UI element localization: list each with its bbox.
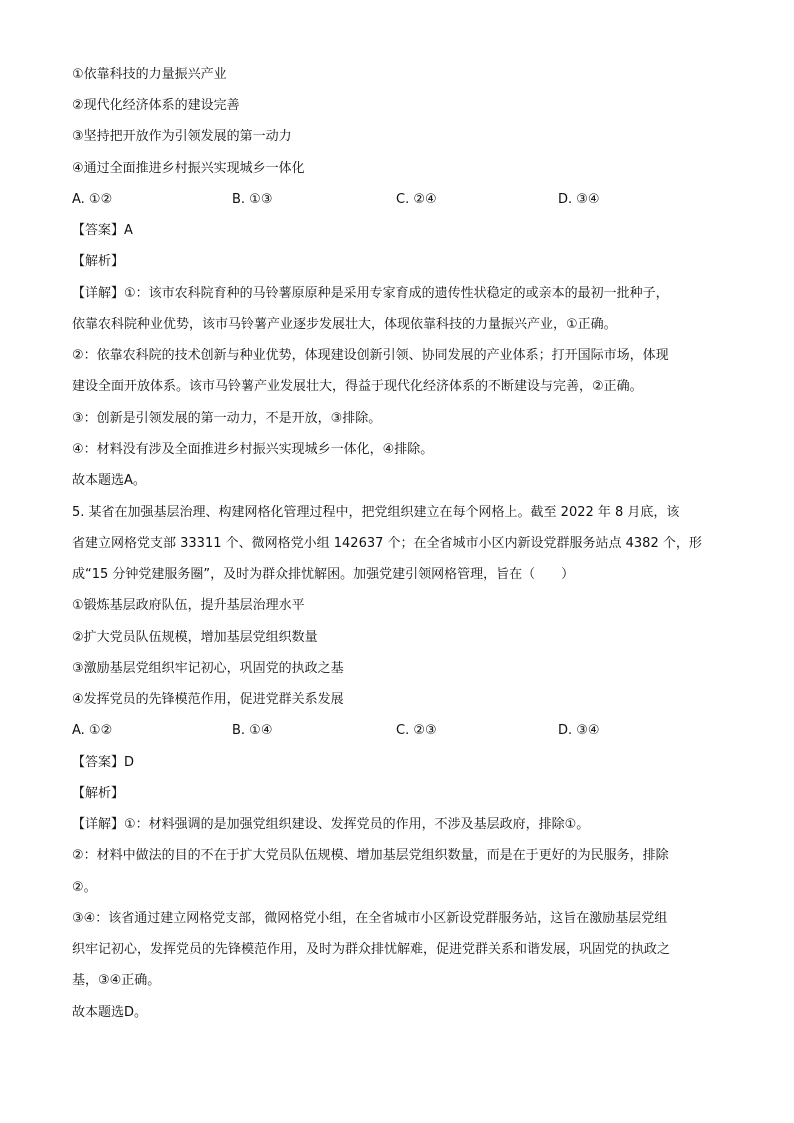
q4-item-3: ③坚持把开放作为引领发展的第一动力 [72, 129, 292, 144]
q5-option-a: A. ①② [72, 723, 113, 738]
q4-detail-line: ③：创新是引领发展的第一动力，不是开放，③排除。 [72, 411, 382, 426]
q4-conclusion: 故本题选A。 [72, 473, 146, 488]
q5-item-2: ②扩大党员队伍规模，增加基层党组织数量 [72, 630, 318, 645]
q5-analysis-label: 【解析】 [72, 786, 125, 801]
q4-analysis-label: 【解析】 [72, 254, 125, 269]
q4-answer: 【答案】A [72, 223, 133, 238]
q5-option-d: D. ③④ [558, 723, 600, 738]
q4-option-d: D. ③④ [558, 192, 600, 207]
q4-item-4: ④通过全面推进乡村振兴实现城乡一体化 [72, 161, 305, 176]
q5-detail-line: ②：材料中做法的目的不在于扩大党员队伍规模、增加基层党组织数量，而是在于更好的为民服务，排除 [72, 848, 669, 863]
q5-answer: 【答案】D [72, 755, 135, 770]
q4-detail-line: ②：依靠农科院的技术创新与种业优势，体现建设创新引领、协同发展的产业体系；打开国际市场，体现 [72, 348, 669, 363]
q4-detail-line: ④：材料没有涉及全面推进乡村振兴实现城乡一体化，④排除。 [72, 442, 434, 457]
q5-option-b: B. ①④ [232, 723, 273, 738]
q4-item-2: ②现代化经济体系的建设完善 [72, 98, 240, 113]
q5-stem-line: 省建立网格党支部 33311 个、微网格党小组 142637 个；在全省城市小区内新设党群服务站点 4382 个，形 [72, 536, 702, 551]
q5-stem-line: 成“15 分钟党建服务圈”，及时为群众排忧解困。加强党建引领网格管理，旨在（ ） [72, 567, 575, 582]
q5-detail-line: 【详解】①：材料强调的是加强党组织建设、发挥党员的作用，不涉及基层政府，排除①。 [72, 817, 590, 832]
q5-item-4: ④发挥党员的先锋模范作用，促进党群关系发展 [72, 692, 344, 707]
q5-detail-line: ②。 [72, 880, 97, 895]
q5-item-3: ③激励基层党组织牢记初心，巩固党的执政之基 [72, 661, 344, 676]
q4-detail-line: 【详解】①：该市农科院育种的马铃薯原原种是采用专家育成的遗传性状稳定的或亲本的最初一批种子， [72, 286, 669, 301]
q4-detail-line: 依靠农科院种业优势，该市马铃薯产业逐步发展壮大，体现依靠科技的力量振兴产业，①正确。 [72, 317, 617, 332]
q4-option-a: A. ①② [72, 192, 113, 207]
q4-option-b: B. ①③ [232, 192, 273, 207]
q5-detail-line: 织牢记初心，发挥党员的先锋模范作用，及时为群众排忧解难，促进党群关系和谐发展，巩固党的执政之 [72, 942, 671, 957]
q5-stem-line: 5. 某省在加强基层治理、构建网格化管理过程中，把党组织建立在每个网格上。截至 2022 年 8 月底，该 [72, 505, 680, 520]
q4-option-c: C. ②④ [396, 192, 437, 207]
q5-option-c: C. ②③ [396, 723, 437, 738]
q4-detail-line: 建设全面开放体系。该市马铃薯产业发展壮大，得益于现代化经济体系的不断建设与完善，②正确。 [72, 379, 643, 394]
q5-conclusion: 故本题选D。 [72, 1005, 148, 1020]
q5-detail-line: ③④：该省通过建立网格党支部，微网格党小组，在全省城市小区新设党群服务站，这旨在激励基层党组 [72, 911, 668, 926]
q5-item-1: ①锻炼基层政府队伍，提升基层治理水平 [72, 598, 305, 613]
q5-detail-line: 基，③④正确。 [72, 973, 161, 988]
q4-item-1: ①依靠科技的力量振兴产业 [72, 67, 227, 82]
